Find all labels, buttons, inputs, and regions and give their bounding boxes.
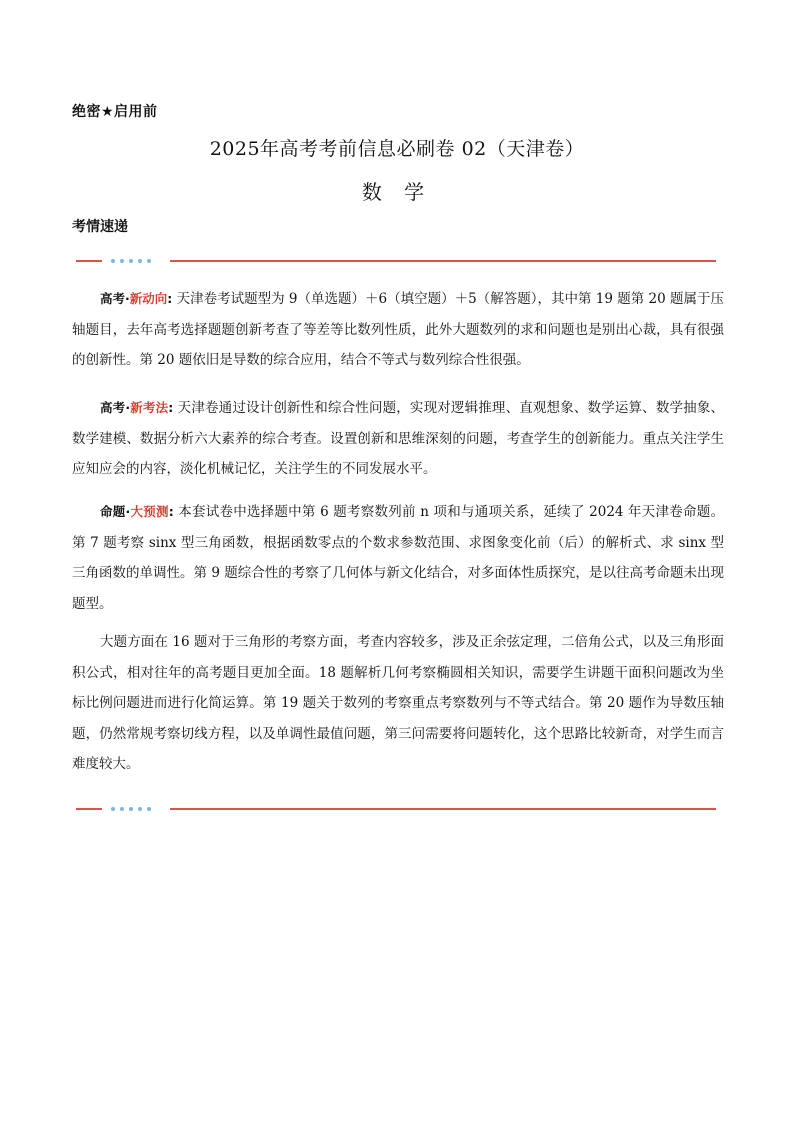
subject-title: 数 学 <box>361 180 433 204</box>
divider-dots <box>111 805 151 813</box>
paragraph-new-method <box>72 393 724 485</box>
dot-icon <box>111 807 115 811</box>
page-title: 2025年高考考前信息必刷卷 02（天津卷） <box>209 138 585 160</box>
label-highlight: 新考法 <box>130 400 169 415</box>
paragraph-text: 大题方面在 16 题对于三角形的考察方面，考查内容较多，涉及正余弦定理，二倍角公式，以及三角形面积公式，相对往年的高考题目更加全面。18 题解析几何考察椭圆相关知识，需要学生讲题干面积问题改为坐标比例问题进而进行化简运算。第 19 题关于数列的考察重点考察数列与不等式结合。第 20 题作为导数压轴题，仍然常规考察切线方程，以及单调性最值问题，第三问需要将问题转化，这个思路比较新奇，对学生而言难度较大。 <box>72 634 724 772</box>
paragraph-new-trend <box>72 284 724 376</box>
dot-icon <box>129 259 133 263</box>
top-divider <box>76 256 716 266</box>
dot-icon <box>120 259 124 263</box>
dot-icon <box>138 807 142 811</box>
dot-icon <box>138 259 142 263</box>
label-highlight: 新动向 <box>129 291 168 306</box>
dot-icon <box>111 259 115 263</box>
paragraph-prediction <box>72 497 724 619</box>
label-colon: : <box>168 400 174 415</box>
divider-short-line <box>76 808 102 810</box>
dot-icon <box>129 807 133 811</box>
label-colon: : <box>167 291 173 306</box>
divider-short-line <box>76 260 102 262</box>
paragraph-text: 天津卷考试题型为 9（单选题）＋6（填空题）＋5（解答题），其中第 19 题第 20 题属于压轴题目，去年高考选择题题创新考查了等差等比数列性质，此外大题数列的求和问题也是别出心裁，具有很强的创新性。第 20 题依旧是导数的综合应用，结合不等式与数列综合性很强。 <box>72 291 724 368</box>
secret-mark: 绝密★启用前 <box>72 104 158 120</box>
dot-icon <box>147 259 151 263</box>
paragraph-text: 本套试卷中选择题中第 6 题考察数列前 n 项和与通项关系，延续了 2024 年天津卷命题。第 7 题考察 sinx 型三角函数，根据函数零点的个数求参数范围、求图象变化前（后）的解析式、求 sinx 型三角函数的单调性。第 9 题综合性的考察了几何体与新文化结合，对多面体性质探究，是以往高考命题未出现题型。 <box>72 504 724 612</box>
dot-icon <box>147 807 151 811</box>
label-prefix: 命题· <box>100 504 131 519</box>
dot-icon <box>120 807 124 811</box>
label-prefix: 高考· <box>100 291 130 306</box>
bottom-divider <box>76 804 716 814</box>
label-prefix: 高考· <box>100 400 131 415</box>
label-highlight: 大预测 <box>130 504 169 519</box>
divider-long-line <box>170 808 716 810</box>
divider-dots <box>111 257 151 265</box>
paragraph-text: 天津卷通过设计创新性和综合性问题，实现对逻辑推理、直观想象、数学运算、数学抽象、数学建模、数据分析六大素养的综合考查。设置创新和思维深刻的问题，考查学生的创新能力。重点关注学生应知应会的内容，淡化机械记忆，关注学生的不同发展水平。 <box>72 400 724 477</box>
divider-long-line <box>170 260 716 262</box>
label-colon: : <box>168 504 174 519</box>
section-heading: 考情速递 <box>72 219 128 235</box>
paragraph-major-questions <box>72 627 724 780</box>
